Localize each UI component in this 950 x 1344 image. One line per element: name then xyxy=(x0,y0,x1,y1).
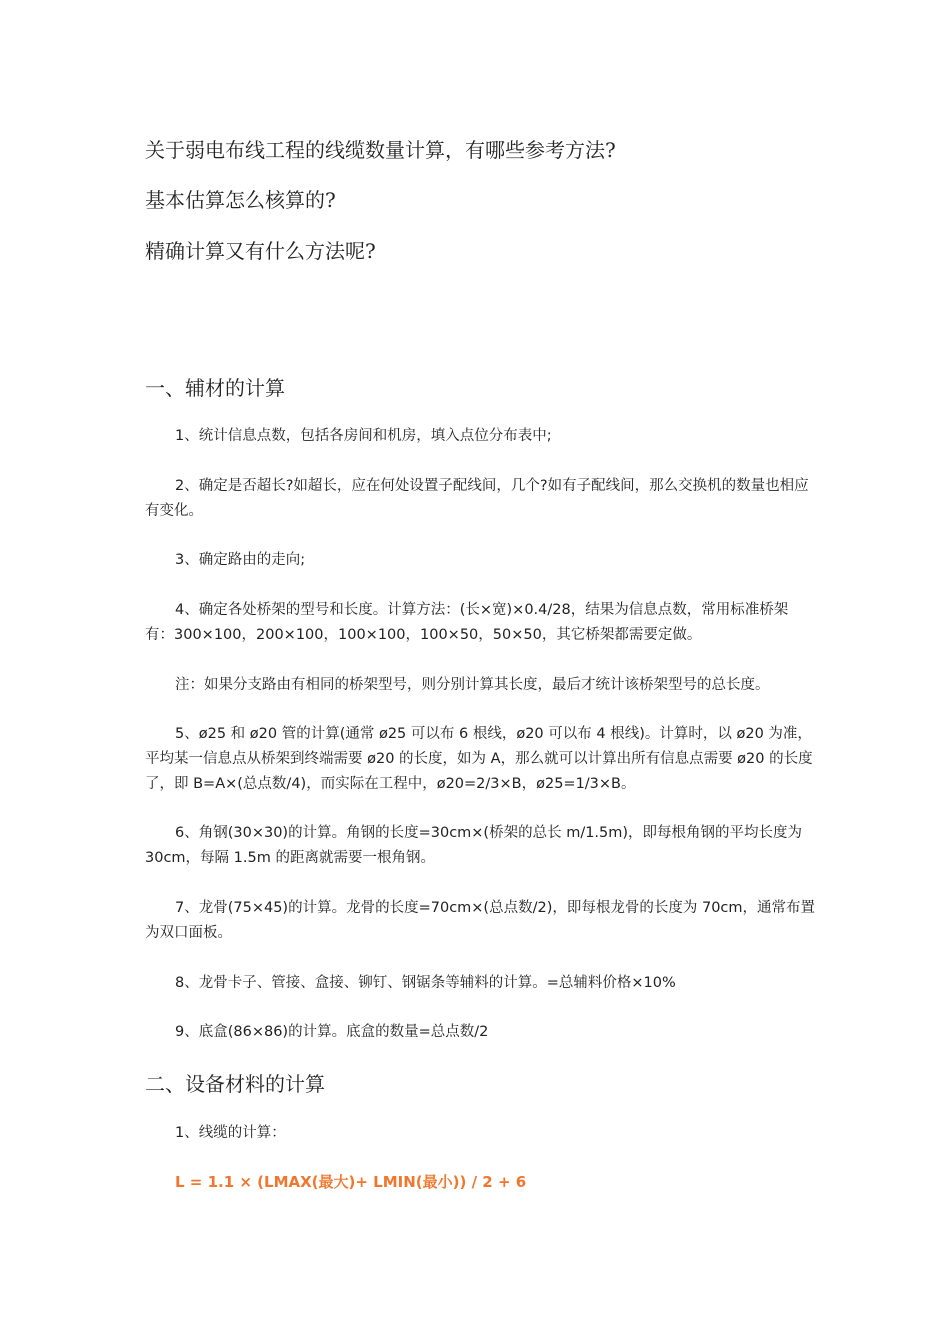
intro-question-1: 关于弱电布线工程的线缆数量计算，有哪些参考方法? xyxy=(145,138,616,162)
section-1-item-3: 3、确定路由的走向; xyxy=(175,552,306,568)
section-1-heading: 一、辅材的计算 xyxy=(145,376,285,400)
section-1-note: 注：如果分支路由有相同的桥架型号，则分别计算其长度，最后才统计该桥架型号的总长度。 xyxy=(175,677,770,693)
cable-length-formula: L = 1.1 × (LMAX(最大)+ LMIN(最小)) / 2 + 6 xyxy=(175,1173,527,1191)
section-1-item-4: 4、确定各处桥架的型号和长度。计算方法：(长×宽)×0.4/28，结果为信息点数，常用标准桥架有：300×100，200×100，100×100，100×50，50×50，其它桥架都需要定做。 xyxy=(145,602,789,643)
section-1-item-8: 8、龙骨卡子、管接、盒接、铆钉、钢锯条等辅料的计算。=总辅料价格×10% xyxy=(175,975,676,991)
section-1-item-1: 1、统计信息点数，包括各房间和机房，填入点位分布表中; xyxy=(175,428,552,444)
section-1-item-6: 6、角钢(30×30)的计算。角钢的长度=30cm×(桥架的总长 m/1.5m)，即每根角钢的平均长度为 30cm，每隔 1.5m 的距离就需要一根角钢。 xyxy=(145,825,803,866)
intro-question-2: 基本估算怎么核算的? xyxy=(145,188,336,212)
intro-question-3: 精确计算又有什么方法呢? xyxy=(145,239,376,263)
section-2-item-1: 1、线缆的计算： xyxy=(175,1125,286,1141)
section-1-item-2: 2、确定是否超长?如超长，应在何处设置子配线间，几个?如有子配线间，那么交换机的数量也相应有变化。 xyxy=(145,478,809,519)
section-1-item-5: 5、ø25 和 ø20 管的计算(通常 ø25 可以布 6 根线，ø20 可以布 4 根线)。计算时，以 ø20 为准，平均某一信息点从桥架到终端需要 ø20 的长度，如为 A，那么就可以计算出所有信息点需要 ø20 的长度了，即 B=A×(总点数/4)，而实际在工程中，ø20=2/3×B，ø25=1/3×B。 xyxy=(145,726,813,792)
section-1-item-9: 9、底盒(86×86)的计算。底盒的数量=总点数/2 xyxy=(175,1024,489,1040)
section-2-heading: 二、设备材料的计算 xyxy=(145,1072,325,1096)
section-1-item-7: 7、龙骨(75×45)的计算。龙骨的长度=70cm×(总点数/2)，即每根龙骨的长度为 70cm，通常布置为双口面板。 xyxy=(145,900,816,941)
